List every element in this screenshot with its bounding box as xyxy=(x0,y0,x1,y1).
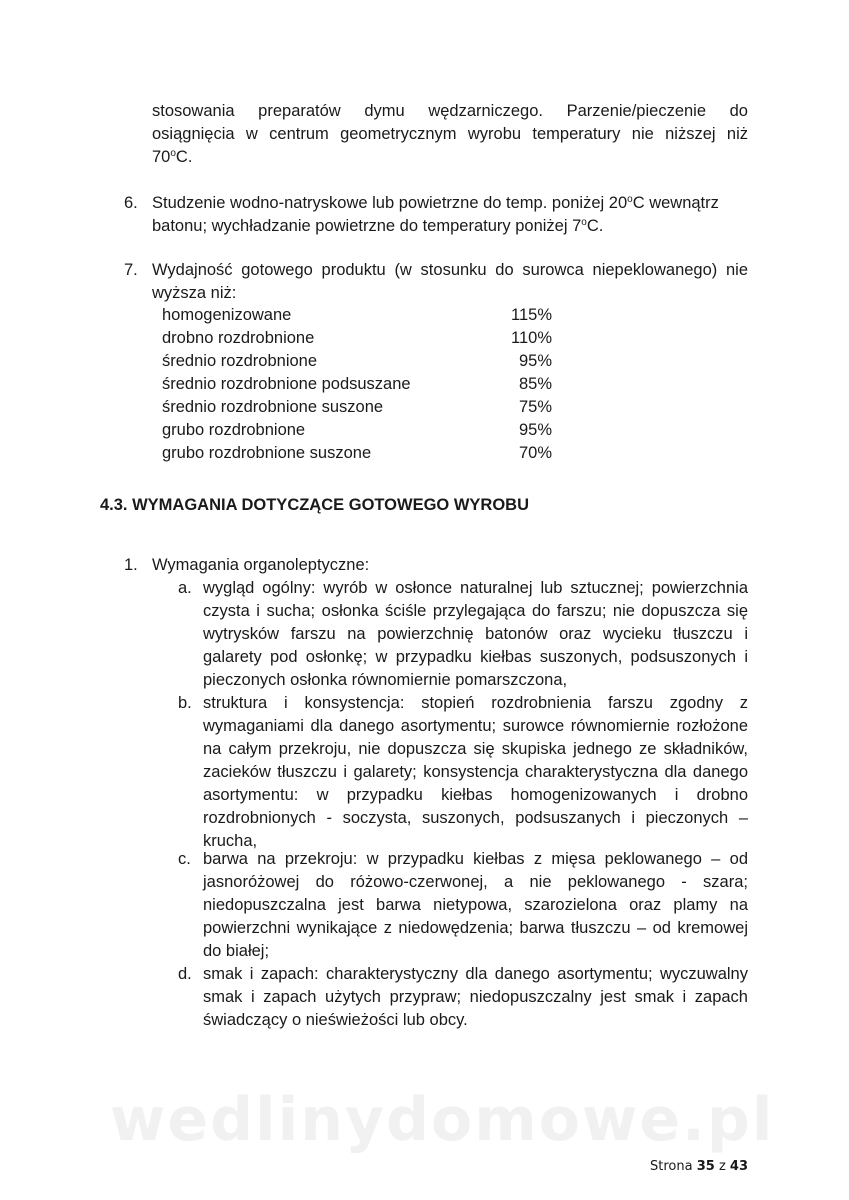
item-6-line-2: batonu; wychładzanie powietrzne do temperatury poniżej 7$^o$C. xyxy=(152,217,604,235)
yield-name: grubo rozdrobnione xyxy=(162,421,306,439)
item-7-line-2: wyższa niż: xyxy=(152,284,237,302)
yield-row xyxy=(162,304,552,327)
yield-row xyxy=(162,373,552,396)
requirement-c-letter: c. xyxy=(178,850,191,868)
footer-separator: z xyxy=(718,1159,726,1174)
requirement-a-letter: a. xyxy=(178,579,192,597)
requirement-b-text: struktura i konsystencja: stopień rozdrobnienia farszu zgodny z wymaganiami dla danego asortymentu; surowce równomiernie rozłożone na całym przekroju, nie dopuszcza się skupiska jednego ze składników, zacieków tłuszczu i galarety; konsystencja charakterystyczna dla danego asortymentu: w przypadku kiełbas homogenizowanych i drobno rozdrobnionych - soczysta, suszonych, podsuszanych i pieczonych – krucha, xyxy=(203,694,748,850)
watermark: wedlinydomowe.pl xyxy=(110,1085,775,1155)
yield-row xyxy=(162,396,552,419)
item-7-text xyxy=(152,259,748,305)
item-7-line-1: Wydajność gotowego produktu (w stosunku do surowca niepeklowanego) nie xyxy=(152,261,748,279)
yield-name: grubo rozdrobnione suszone xyxy=(162,444,372,462)
yield-row xyxy=(162,327,552,350)
yield-value: 75% xyxy=(518,398,552,416)
yield-value: 110% xyxy=(511,329,552,347)
continuation-line-1: stosowania preparatów dymu wędzarniczego. Parzenie/pieczenie do xyxy=(152,102,748,120)
page-number-footer xyxy=(650,1159,748,1174)
yield-row xyxy=(162,442,552,465)
footer-total-pages: 43 xyxy=(729,1159,748,1174)
yield-value: 95% xyxy=(518,421,552,439)
requirement-d-text: smak i zapach: charakterystyczny dla danego asortymentu; wyczuwalny smak i zapach użytych przypraw; niedopuszczalny jest smak i zapach świadczący o nieświeżości lub obcy. xyxy=(203,965,748,1029)
continuation-paragraph xyxy=(152,100,748,169)
yield-row xyxy=(162,350,552,373)
yield-value: 115% xyxy=(511,306,552,324)
requirements-title: Wymagania organoleptyczne: xyxy=(152,556,370,574)
footer-current-page: 35 xyxy=(696,1159,715,1174)
yield-name: drobno rozdrobnione xyxy=(162,329,315,347)
yield-value: 85% xyxy=(518,375,552,393)
requirement-b-letter: b. xyxy=(178,694,192,712)
requirement-c-text: barwa na przekroju: w przypadku kiełbas z mięsa peklowanego – od jasnoróżowej do różowo-czerwonej, a nie peklowanego - szara; niedopuszczalna jest barwa nietypowa, szarozielona oraz plamy na powierzchni wynikające z niedowędzenia; barwa tłuszczu – od kremowej do białej; xyxy=(203,850,748,960)
yield-name: średnio rozdrobnione suszone xyxy=(162,398,384,416)
continuation-line-3: 70$^o$C. xyxy=(152,148,193,166)
continuation-line-2: osiągnięcia w centrum geometrycznym wyrobu temperatury nie niższej niż xyxy=(152,125,748,143)
yield-row xyxy=(162,419,552,442)
requirements-number: 1. xyxy=(124,556,138,574)
yield-table xyxy=(162,304,552,465)
yield-name: średnio rozdrobnione podsuszane xyxy=(162,375,411,393)
yield-name: homogenizowane xyxy=(162,306,292,324)
yield-name: średnio rozdrobnione xyxy=(162,352,318,370)
yield-value: 95% xyxy=(518,352,552,370)
yield-value: 70% xyxy=(518,444,552,462)
item-6-number: 6. xyxy=(124,194,138,212)
item-6-line-1: Studzenie wodno-natryskowe lub powietrzne do temp. poniżej 20$^o$C wewnątrz xyxy=(152,194,719,212)
item-6-text xyxy=(152,192,748,238)
item-7-number: 7. xyxy=(124,261,138,279)
requirement-a-text: wygląd ogólny: wyrób w osłonce naturalnej lub sztucznej; powierzchnia czysta i sucha; osłonka ściśle przylegająca do farszu; nie dopuszcza się wytrysków farszu na powierzchnię batonów oraz wycieku tłuszczu i galarety pod osłonkę; w przypadku kiełbas suszonych, podsuszonych i pieczonych osłonka równomiernie pomarszczona, xyxy=(203,579,748,689)
footer-prefix: Strona xyxy=(649,1159,693,1174)
requirement-d-letter: d. xyxy=(178,965,192,983)
section-heading: 4.3. WYMAGANIA DOTYCZĄCE GOTOWEGO WYROBU xyxy=(100,496,530,514)
